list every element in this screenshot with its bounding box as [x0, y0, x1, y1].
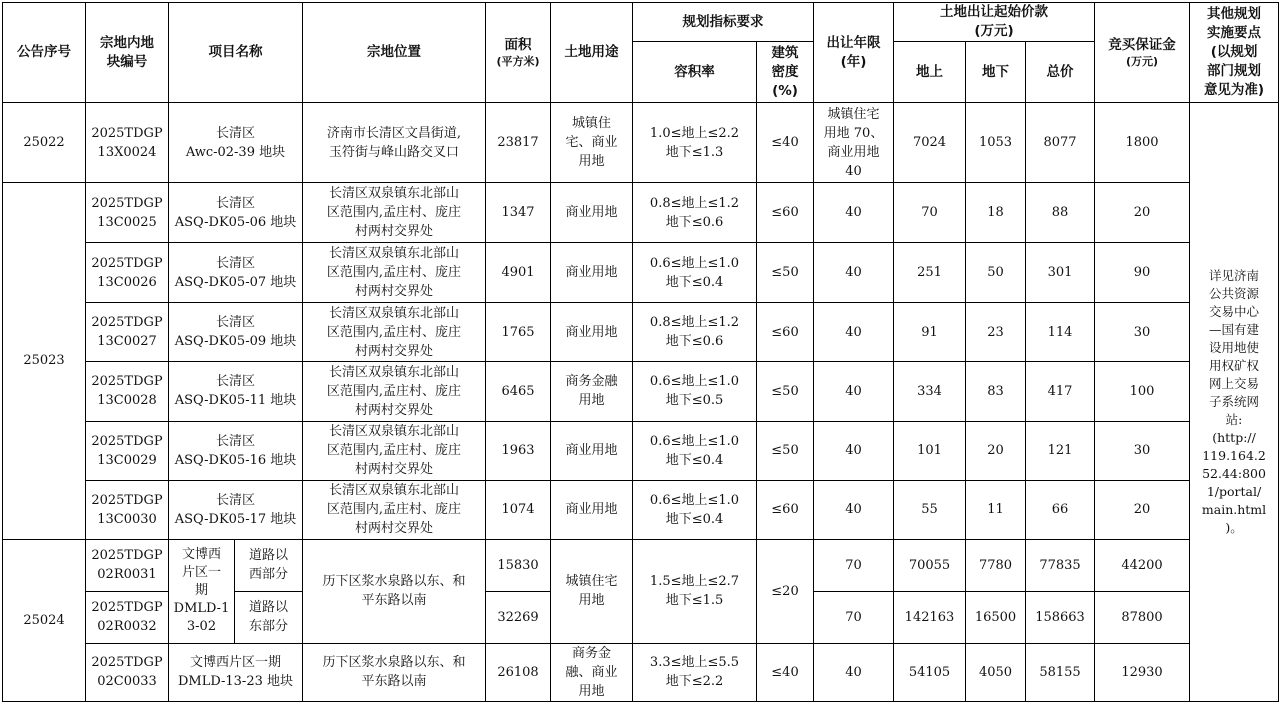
- price-below: 11: [966, 480, 1026, 539]
- project-name: 长清区 ASQ-DK05-07 地块: [169, 243, 303, 303]
- header-above: 地上: [894, 42, 966, 103]
- price-below: 83: [966, 362, 1026, 421]
- parcel-code: 2025TDGP 13C0025: [86, 183, 169, 243]
- price-above: 55: [894, 480, 966, 539]
- price-above: 54105: [894, 643, 966, 701]
- building-density: ≤50: [757, 243, 814, 303]
- floor-area-ratio: 0.8≤地上≤1.2 地下≤0.6: [633, 183, 757, 243]
- project-name: 长清区 ASQ-DK05-17 地块: [169, 480, 303, 539]
- building-density: ≤20: [757, 539, 814, 643]
- price-below: 23: [966, 303, 1026, 362]
- parcel-code: 2025TDGP 02R0032: [86, 591, 169, 643]
- deposit: 20: [1095, 183, 1190, 243]
- parcel-area: 1765: [486, 303, 551, 362]
- price-above: 101: [894, 421, 966, 480]
- price-total: 88: [1026, 183, 1095, 243]
- header-planning: 规划指标要求: [633, 3, 814, 42]
- lease-term: 70: [814, 591, 894, 643]
- lease-term: 40: [814, 480, 894, 539]
- floor-area-ratio: 0.8≤地上≤1.2 地下≤0.6: [633, 303, 757, 362]
- project-subpart: 道路以 西部分: [235, 539, 303, 591]
- header-area: [486, 3, 551, 103]
- price-below: 4050: [966, 643, 1026, 701]
- building-density: ≤40: [757, 643, 814, 701]
- land-use: 商业用地: [551, 480, 633, 539]
- project-subpart: 道路以 东部分: [235, 591, 303, 643]
- building-density: ≤40: [757, 103, 814, 183]
- price-total: 77835: [1026, 539, 1095, 591]
- lease-term: 40: [814, 243, 894, 303]
- header-parcel-code: 宗地内地 块编号: [86, 3, 169, 103]
- table-row: [3, 362, 1279, 421]
- parcel-code: 2025TDGP 13C0029: [86, 421, 169, 480]
- building-density: ≤60: [757, 480, 814, 539]
- parcel-code: 2025TDGP 13C0028: [86, 362, 169, 421]
- parcel-area: 6465: [486, 362, 551, 421]
- price-total: 66: [1026, 480, 1095, 539]
- price-below: 18: [966, 183, 1026, 243]
- table-row: [3, 183, 1279, 243]
- table-row: [3, 539, 1279, 591]
- header-location: 宗地位置: [303, 3, 486, 103]
- project-name: 长清区 ASQ-DK05-11 地块: [169, 362, 303, 421]
- parcel-code: 2025TDGP 02C0033: [86, 643, 169, 701]
- deposit: 30: [1095, 421, 1190, 480]
- deposit: 87800: [1095, 591, 1190, 643]
- parcel-code: 2025TDGP 13C0026: [86, 243, 169, 303]
- header-density: 建筑 密度 (%): [757, 42, 814, 103]
- parcel-location: 长清区双泉镇东北部山 区范围内,孟庄村、庞庄 村两村交界处: [303, 183, 486, 243]
- deposit: 44200: [1095, 539, 1190, 591]
- deposit: 90: [1095, 243, 1190, 303]
- deposit: 12930: [1095, 643, 1190, 701]
- header-area-unit: (平方米): [496, 55, 540, 68]
- header-other: 其他规划 实施要点 (以规划 部门规划 意见为准): [1190, 3, 1279, 103]
- price-above: 7024: [894, 103, 966, 183]
- notice-no: 25024: [3, 539, 86, 701]
- price-above: 334: [894, 362, 966, 421]
- price-below: 50: [966, 243, 1026, 303]
- price-above: 70: [894, 183, 966, 243]
- parcel-area: 32269: [486, 591, 551, 643]
- table-row: [3, 480, 1279, 539]
- building-density: ≤60: [757, 303, 814, 362]
- price-above: 251: [894, 243, 966, 303]
- parcel-code: 2025TDGP 13C0027: [86, 303, 169, 362]
- land-use: 城镇住 宅、商业 用地: [551, 103, 633, 183]
- building-density: ≤60: [757, 183, 814, 243]
- building-density: ≤50: [757, 362, 814, 421]
- price-total: 301: [1026, 243, 1095, 303]
- notice-no: 25023: [3, 183, 86, 540]
- land-use: 商务金融 用地: [551, 362, 633, 421]
- price-below: 20: [966, 421, 1026, 480]
- notice-no: 25022: [3, 103, 86, 183]
- parcel-location: 长清区双泉镇东北部山 区范围内,孟庄村、庞庄 村两村交界处: [303, 421, 486, 480]
- deposit: 1800: [1095, 103, 1190, 183]
- land-use: 城镇住宅 用地: [551, 539, 633, 643]
- project-name: 文博西片区一期 DMLD-13-23 地块: [169, 643, 303, 701]
- lease-term: 40: [814, 183, 894, 243]
- table-row: [3, 103, 1279, 183]
- parcel-area: 15830: [486, 539, 551, 591]
- floor-area-ratio: 3.3≤地上≤5.5 地下≤2.2: [633, 643, 757, 701]
- price-total: 8077: [1026, 103, 1095, 183]
- header-area-label: 面积: [504, 37, 532, 53]
- header-term: 出让年限 (年): [814, 3, 894, 103]
- project-name: 长清区 ASQ-DK05-16 地块: [169, 421, 303, 480]
- parcel-code: 2025TDGP 13X0024: [86, 103, 169, 183]
- land-use: 商业用地: [551, 303, 633, 362]
- header-far: 容积率: [633, 42, 757, 103]
- deposit: 100: [1095, 362, 1190, 421]
- header-project-name: 项目名称: [169, 3, 303, 103]
- lease-term: 40: [814, 421, 894, 480]
- building-density: ≤50: [757, 421, 814, 480]
- parcel-location: 历下区浆水泉路以东、和 平东路以南: [303, 643, 486, 701]
- project-name: 文博西 片区一 期 DMLD-1 3-02: [169, 539, 235, 643]
- deposit: 30: [1095, 303, 1190, 362]
- header-land-use: 土地用途: [551, 3, 633, 103]
- parcel-location: 长清区双泉镇东北部山 区范围内,孟庄村、庞庄 村两村交界处: [303, 303, 486, 362]
- price-total: 417: [1026, 362, 1095, 421]
- price-below: 1053: [966, 103, 1026, 183]
- header-below: 地下: [966, 42, 1026, 103]
- price-total: 158663: [1026, 591, 1095, 643]
- header-price: 土地出让起始价款 (万元): [894, 3, 1095, 42]
- parcel-location: 长清区双泉镇东北部山 区范围内,孟庄村、庞庄 村两村交界处: [303, 362, 486, 421]
- lease-term: 40: [814, 303, 894, 362]
- table-row: [3, 243, 1279, 303]
- header-notice-no: 公告序号: [3, 3, 86, 103]
- land-use: 商业用地: [551, 243, 633, 303]
- table-row: [3, 643, 1279, 701]
- parcel-location: 长清区双泉镇东北部山 区范围内,孟庄村、庞庄 村两村交界处: [303, 243, 486, 303]
- project-name: 长清区 ASQ-DK05-09 地块: [169, 303, 303, 362]
- table-row: [3, 303, 1279, 362]
- land-use: 商业用地: [551, 183, 633, 243]
- parcel-area: 26108: [486, 643, 551, 701]
- header-deposit-unit: (万元): [1126, 55, 1159, 68]
- table-row: [3, 421, 1279, 480]
- header-deposit-label: 竞买保证金: [1108, 37, 1176, 53]
- parcel-area: 1963: [486, 421, 551, 480]
- other-notes: 详见济南 公共资源 交易中心 —国有建 设用地使 用权矿权 网上交易 子系统网 站: (http:// 119.164.2 52.44:800 1/portal/ main.html )。: [1190, 103, 1279, 702]
- price-above: 70055: [894, 539, 966, 591]
- header-deposit: [1095, 3, 1190, 103]
- lease-term: 70: [814, 539, 894, 591]
- floor-area-ratio: 0.6≤地上≤1.0 地下≤0.4: [633, 243, 757, 303]
- parcel-location: 长清区双泉镇东北部山 区范围内,孟庄村、庞庄 村两村交界处: [303, 480, 486, 539]
- price-above: 142163: [894, 591, 966, 643]
- project-name: 长清区 Awc-02-39 地块: [169, 103, 303, 183]
- parcel-location: 历下区浆水泉路以东、和 平东路以南: [303, 539, 486, 643]
- deposit: 20: [1095, 480, 1190, 539]
- lease-term: 40: [814, 362, 894, 421]
- parcel-area: 23817: [486, 103, 551, 183]
- floor-area-ratio: 0.6≤地上≤1.0 地下≤0.4: [633, 421, 757, 480]
- parcel-code: 2025TDGP 02R0031: [86, 539, 169, 591]
- parcel-area: 1074: [486, 480, 551, 539]
- land-use: 商业用地: [551, 421, 633, 480]
- floor-area-ratio: 0.6≤地上≤1.0 地下≤0.5: [633, 362, 757, 421]
- lease-term: 40: [814, 643, 894, 701]
- price-total: 121: [1026, 421, 1095, 480]
- price-total: 58155: [1026, 643, 1095, 701]
- price-below: 7780: [966, 539, 1026, 591]
- parcel-location: 济南市长清区文昌街道, 玉符街与峰山路交叉口: [303, 103, 486, 183]
- floor-area-ratio: 1.5≤地上≤2.7 地下≤1.5: [633, 539, 757, 643]
- price-above: 91: [894, 303, 966, 362]
- land-use: 商务金 融、商业 用地: [551, 643, 633, 701]
- lease-term: 城镇住宅 用地 70、 商业用地 40: [814, 103, 894, 183]
- parcel-area: 4901: [486, 243, 551, 303]
- parcel-code: 2025TDGP 13C0030: [86, 480, 169, 539]
- header-total: 总价: [1026, 42, 1095, 103]
- price-total: 114: [1026, 303, 1095, 362]
- floor-area-ratio: 0.6≤地上≤1.0 地下≤0.4: [633, 480, 757, 539]
- project-name: 长清区 ASQ-DK05-06 地块: [169, 183, 303, 243]
- floor-area-ratio: 1.0≤地上≤2.2 地下≤1.3: [633, 103, 757, 183]
- price-below: 16500: [966, 591, 1026, 643]
- land-auction-table: [2, 2, 1279, 702]
- parcel-area: 1347: [486, 183, 551, 243]
